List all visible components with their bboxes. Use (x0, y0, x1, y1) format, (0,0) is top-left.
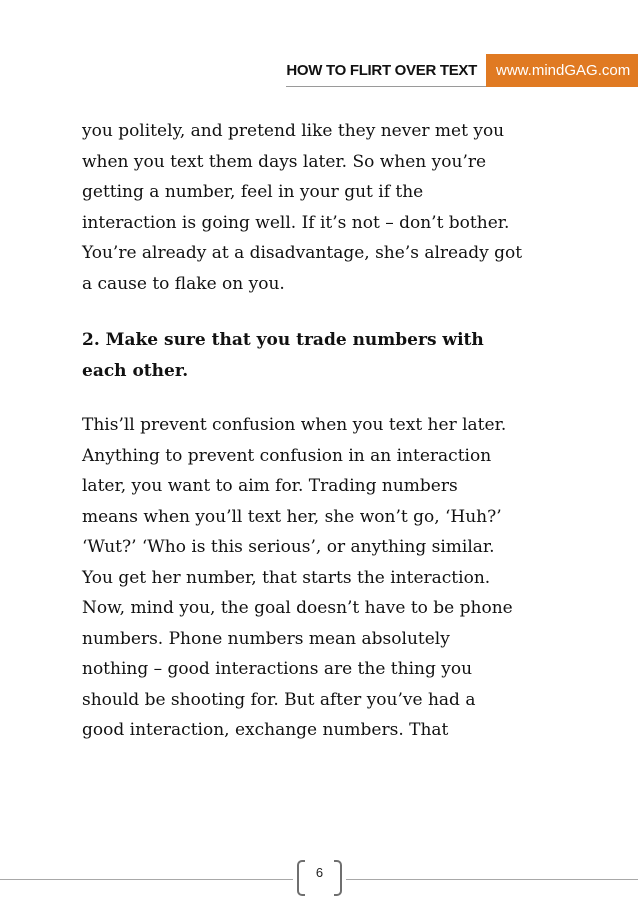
text-line: interaction is going well. If it’s not – don’t bother. (82, 212, 510, 233)
text-line: means when you’ll text her, she won’t go, ‘Huh?’ (82, 506, 502, 527)
text-line: should be shooting for. But after you’ve had a (82, 689, 476, 710)
text-line: Now, mind you, the goal doesn’t have to be phone (82, 598, 513, 618)
heading-line: each other. (82, 360, 189, 381)
right-bracket-icon (334, 860, 342, 896)
text-line: a cause to flake on you. (82, 273, 285, 294)
text-line: good interaction, exchange numbers. That (82, 720, 449, 740)
header-site-link[interactable]: www.mindGAG.com (486, 54, 638, 87)
section-heading (82, 325, 568, 386)
left-bracket-icon (297, 860, 305, 896)
page-content (82, 116, 568, 746)
paragraph-2 (82, 410, 568, 746)
text-line: you politely, and pretend like they never met you (82, 121, 505, 141)
paragraph-1 (82, 116, 568, 299)
text-line: nothing – good interactions are the thing you (82, 659, 473, 679)
text-line: You get her number, that starts the interaction. (82, 567, 491, 588)
text-line: You’re already at a disadvantage, she’s already got (82, 243, 523, 263)
spacer (82, 299, 568, 325)
spacer (82, 386, 568, 410)
text-line: This’ll prevent confusion when you text her later. (82, 415, 507, 435)
page-number: 6 (315, 865, 324, 880)
text-line: numbers. Phone numbers mean absolutely (82, 628, 450, 649)
text-line: Anything to prevent confusion in an interaction (82, 445, 492, 466)
text-line: ‘Wut?’ ‘Who is this serious’, or anything similar. (82, 537, 495, 557)
text-line: getting a number, feel in your gut if the (82, 182, 424, 202)
footer-divider-right (346, 879, 638, 880)
text-line: when you text them days later. So when you’re (82, 151, 487, 172)
footer-divider-left (0, 879, 293, 880)
text-line: later, you want to aim for. Trading numbers (82, 476, 458, 496)
heading-line: 2. Make sure that you trade numbers with (82, 330, 484, 350)
header-title: HOW TO FLIRT OVER TEXT (286, 54, 486, 87)
page-header (286, 54, 638, 87)
